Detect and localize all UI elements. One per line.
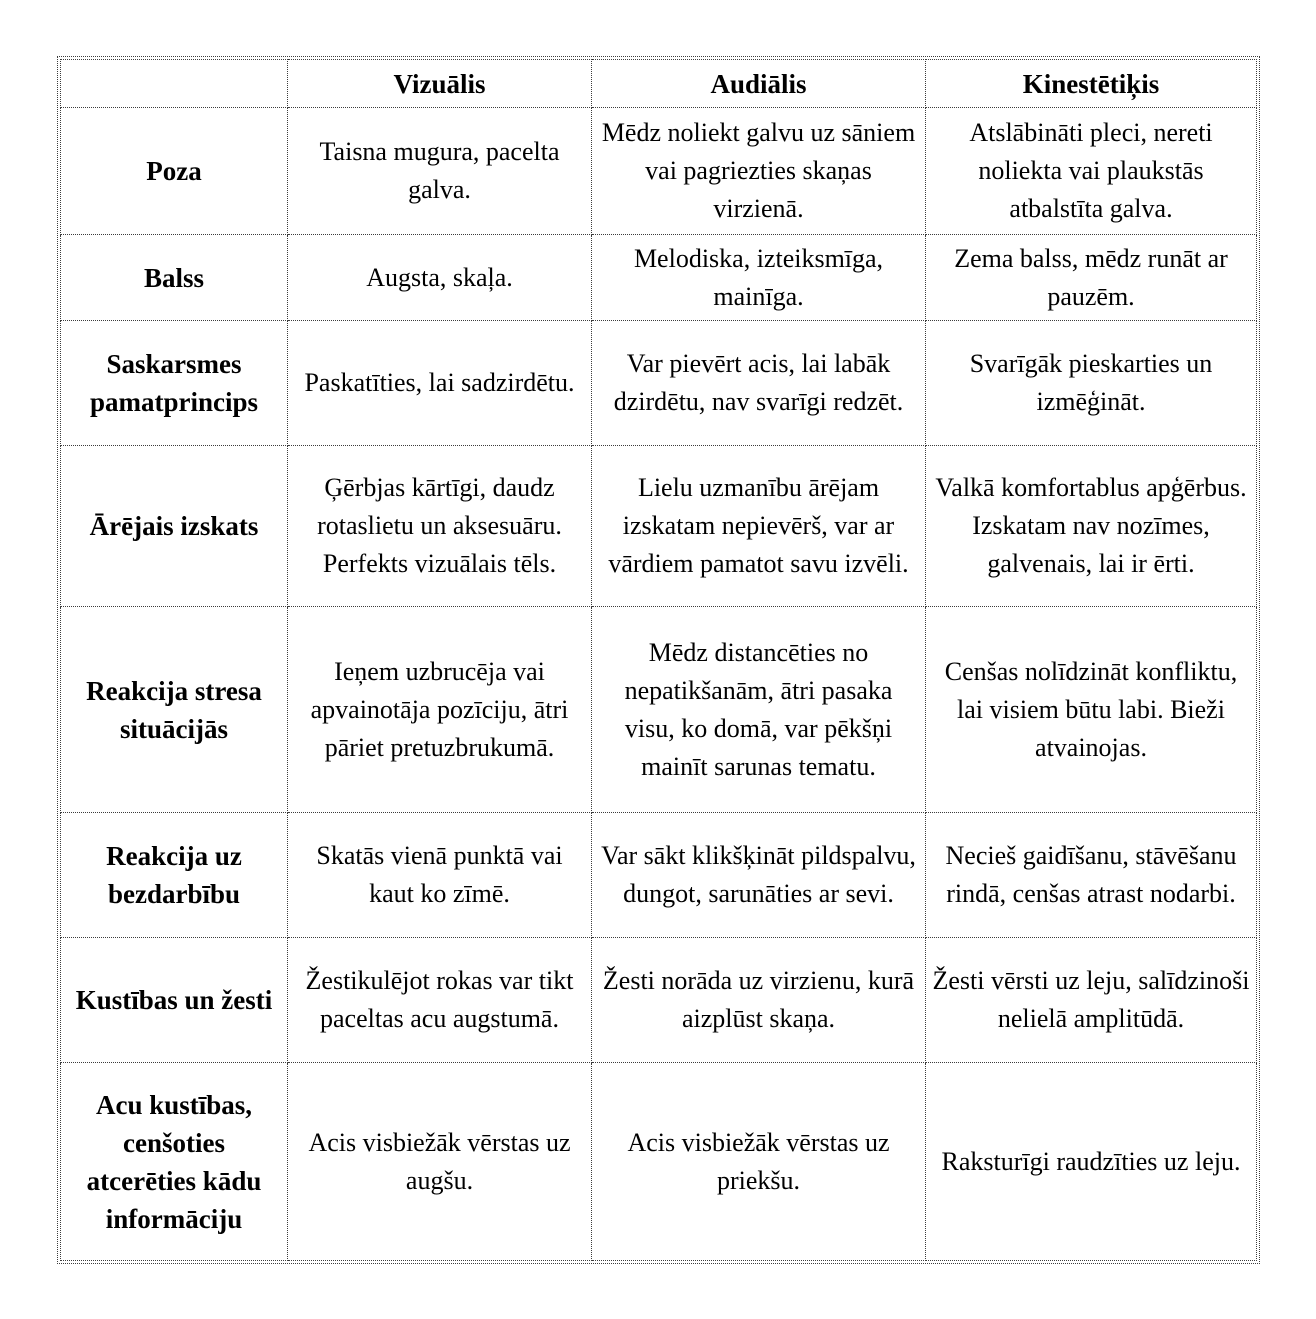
header-cell-vizualis: Vizuālis [288, 60, 592, 108]
table-cell: Svarīgāk pieskarties un izmēģināt. [926, 321, 1257, 446]
table-row-saskarsmes-pamatprincips [61, 321, 1257, 446]
table-row-arejais-izskats [61, 446, 1257, 607]
table-cell: Var pievērt acis, lai labāk dzirdētu, nav svarīgi redzēt. [592, 321, 926, 446]
table-cell: Augsta, skaļa. [288, 235, 592, 321]
vak-comparison-table [60, 59, 1257, 1261]
header-cell-kinestetikis: Kinestētiķis [926, 60, 1257, 108]
table-cell: Cenšas nolīdzināt konfliktu, lai visiem būtu labi. Bieži atvainojas. [926, 607, 1257, 813]
header-cell-audialis: Audiālis [592, 60, 926, 108]
header-cell-empty [61, 60, 288, 108]
table-cell: Lielu uzmanību ārējam izskatam nepievērš, var ar vārdiem pamatot savu izvēli. [592, 446, 926, 607]
table-cell: Žesti vērsti uz leju, salīdzinoši nelielā amplitūdā. [926, 938, 1257, 1063]
table-cell: Necieš gaidīšanu, stāvēšanu rindā, cenšas atrast nodarbi. [926, 813, 1257, 938]
row-label-cell: Poza [61, 108, 288, 235]
table-row-acu-kustibas [61, 1063, 1257, 1261]
row-label-cell: Saskarsmes pamatprincips [61, 321, 288, 446]
row-label-cell: Reakcija uz bezdarbību [61, 813, 288, 938]
row-label-cell: Reakcija stresa situācijās [61, 607, 288, 813]
table-cell: Taisna mugura, pacelta galva. [288, 108, 592, 235]
header-row [61, 60, 1257, 108]
table-cell: Ieņem uzbrucēja vai apvainotāja pozīciju, ātri pāriet pretuzbrukumā. [288, 607, 592, 813]
table-row-kustibas-un-zesti [61, 938, 1257, 1063]
table-cell: Žestikulējot rokas var tikt paceltas acu augstumā. [288, 938, 592, 1063]
row-label-cell: Acu kustības, cenšoties atcerēties kādu informāciju [61, 1063, 288, 1261]
table-cell: Atslābināti pleci, nereti noliekta vai plaukstās atbalstīta galva. [926, 108, 1257, 235]
table-cell: Acis visbiežāk vērstas uz priekšu. [592, 1063, 926, 1261]
table-cell: Zema balss, mēdz runāt ar pauzēm. [926, 235, 1257, 321]
row-label-cell: Kustības un žesti [61, 938, 288, 1063]
table-cell: Var sākt klikšķināt pildspalvu, dungot, sarunāties ar sevi. [592, 813, 926, 938]
table-cell: Valkā komfortablus apģērbus. Izskatam nav nozīmes, galvenais, lai ir ērti. [926, 446, 1257, 607]
table-cell: Melodiska, izteiksmīga, mainīga. [592, 235, 926, 321]
table-cell: Ģērbjas kārtīgi, daudz rotaslietu un aksesuāru. Perfekts vizuālais tēls. [288, 446, 592, 607]
row-label-cell: Ārējais izskats [61, 446, 288, 607]
table-row-reakcija-stresa-situacijas [61, 607, 1257, 813]
table-cell: Skatās vienā punktā vai kaut ko zīmē. [288, 813, 592, 938]
table-row-reakcija-uz-bezdarbibu [61, 813, 1257, 938]
table-cell: Raksturīgi raudzīties uz leju. [926, 1063, 1257, 1261]
table-cell: Paskatīties, lai sadzirdētu. [288, 321, 592, 446]
row-label-cell: Balss [61, 235, 288, 321]
table-row-balss [61, 235, 1257, 321]
table-cell: Žesti norāda uz virzienu, kurā aizplūst skaņa. [592, 938, 926, 1063]
table-cell: Mēdz noliekt galvu uz sāniem vai pagriezties skaņas virzienā. [592, 108, 926, 235]
table-cell: Acis visbiežāk vērstas uz augšu. [288, 1063, 592, 1261]
table-cell: Mēdz distancēties no nepatikšanām, ātri pasaka visu, ko domā, var pēkšņi mainīt sarunas tematu. [592, 607, 926, 813]
table-frame [57, 56, 1260, 1264]
table-row-poza [61, 108, 1257, 235]
